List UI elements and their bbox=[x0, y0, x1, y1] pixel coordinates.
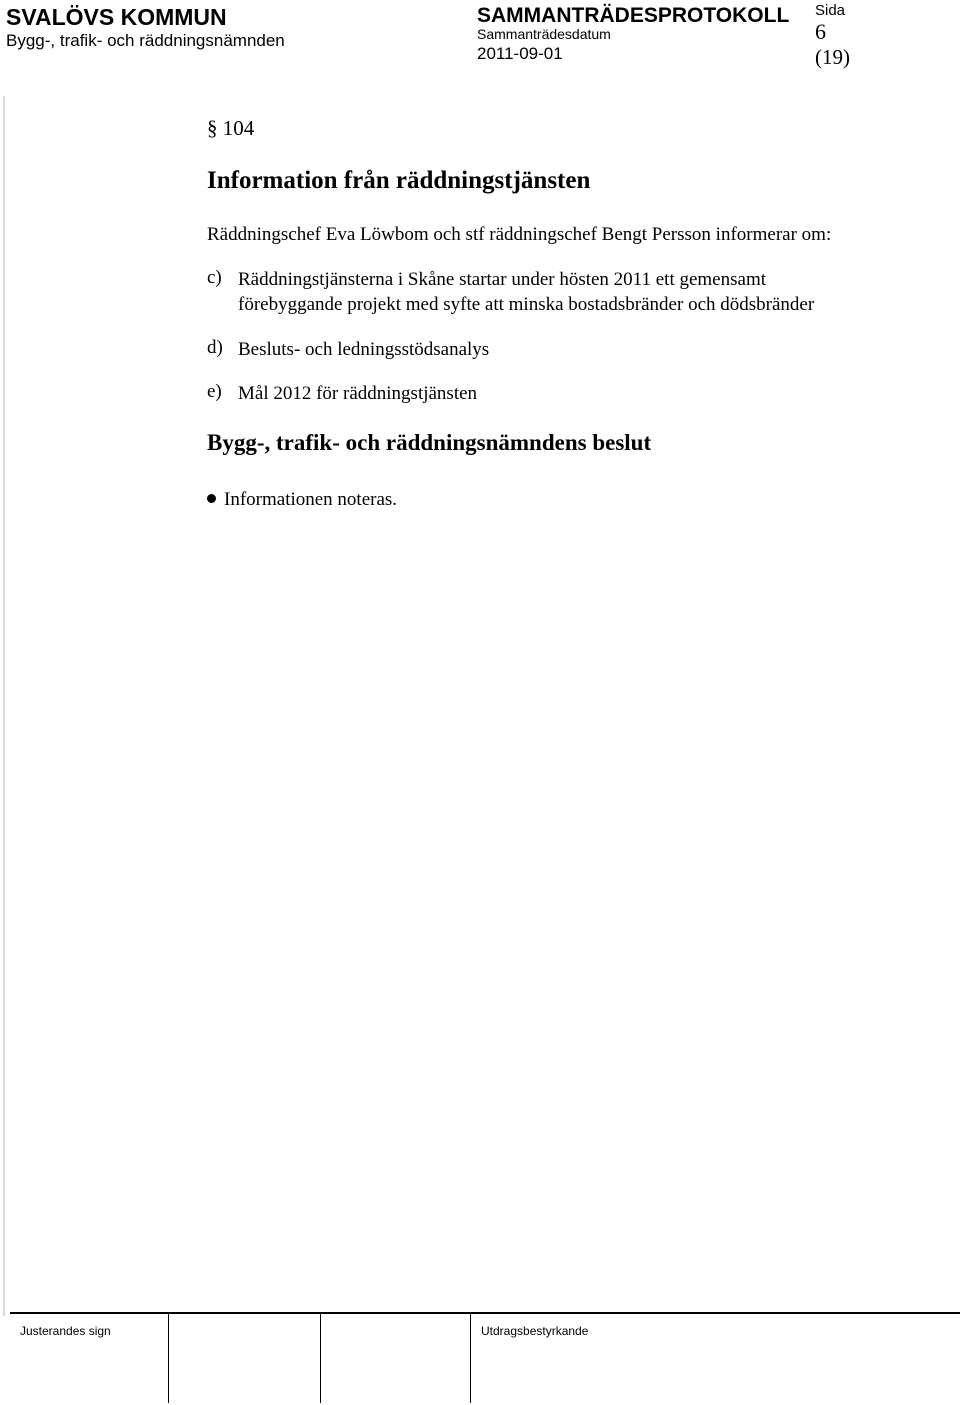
footer-cell-extract bbox=[470, 1314, 960, 1403]
list-item-letter: d) bbox=[207, 337, 223, 358]
meeting-date-label: Sammanträdesdatum bbox=[477, 26, 611, 42]
footer-cell-sign bbox=[10, 1314, 168, 1403]
section-number: § 104 bbox=[207, 116, 255, 140]
list-item-text bbox=[238, 267, 814, 317]
committee-name: Bygg-, trafik- och räddningsnämnden bbox=[6, 31, 285, 50]
meeting-date-value: 2011-09-01 bbox=[477, 44, 563, 63]
decision-text: Informationen noteras. bbox=[224, 489, 398, 510]
protocol-title: SAMMANTRÄDESPROTOKOLL bbox=[477, 4, 790, 27]
intro-paragraph: Räddningschef Eva Löwbom och stf räddningschef Bengt Persson informerar om: bbox=[207, 224, 832, 245]
page-label: Sida bbox=[815, 2, 846, 19]
footer-cell-sign-3 bbox=[320, 1314, 471, 1403]
sign-label: Justerandes sign bbox=[20, 1324, 111, 1338]
list-item-line: förebyggande projekt med syfte att minska bostadsbränder och dödsbränder bbox=[238, 294, 815, 315]
margin-rule bbox=[3, 96, 5, 1316]
page-total: (19) bbox=[815, 45, 850, 69]
list-item-letter: c) bbox=[207, 267, 222, 288]
decision-heading: Bygg-, trafik- och räddningsnämndens beslut bbox=[207, 430, 652, 455]
list-item-text: Besluts- och ledningsstödsanalys bbox=[238, 339, 490, 360]
decision-bullet bbox=[207, 489, 397, 511]
list-item-letter: e) bbox=[207, 381, 222, 402]
footer-cell-sign-2 bbox=[168, 1314, 321, 1403]
bullet-icon bbox=[207, 494, 216, 503]
footer-signature-table bbox=[10, 1312, 960, 1405]
page-number: 6 bbox=[815, 19, 826, 44]
extract-label: Utdragsbestyrkande bbox=[481, 1324, 589, 1338]
section-title: Information från räddningstjänsten bbox=[207, 167, 591, 194]
list-item-text: Mål 2012 för räddningstjänsten bbox=[238, 383, 478, 404]
organization-name: SVALÖVS KOMMUN bbox=[6, 4, 227, 30]
list-item-line: Räddningstjänsterna i Skåne startar under hösten 2011 ett gemensamt bbox=[238, 269, 767, 290]
